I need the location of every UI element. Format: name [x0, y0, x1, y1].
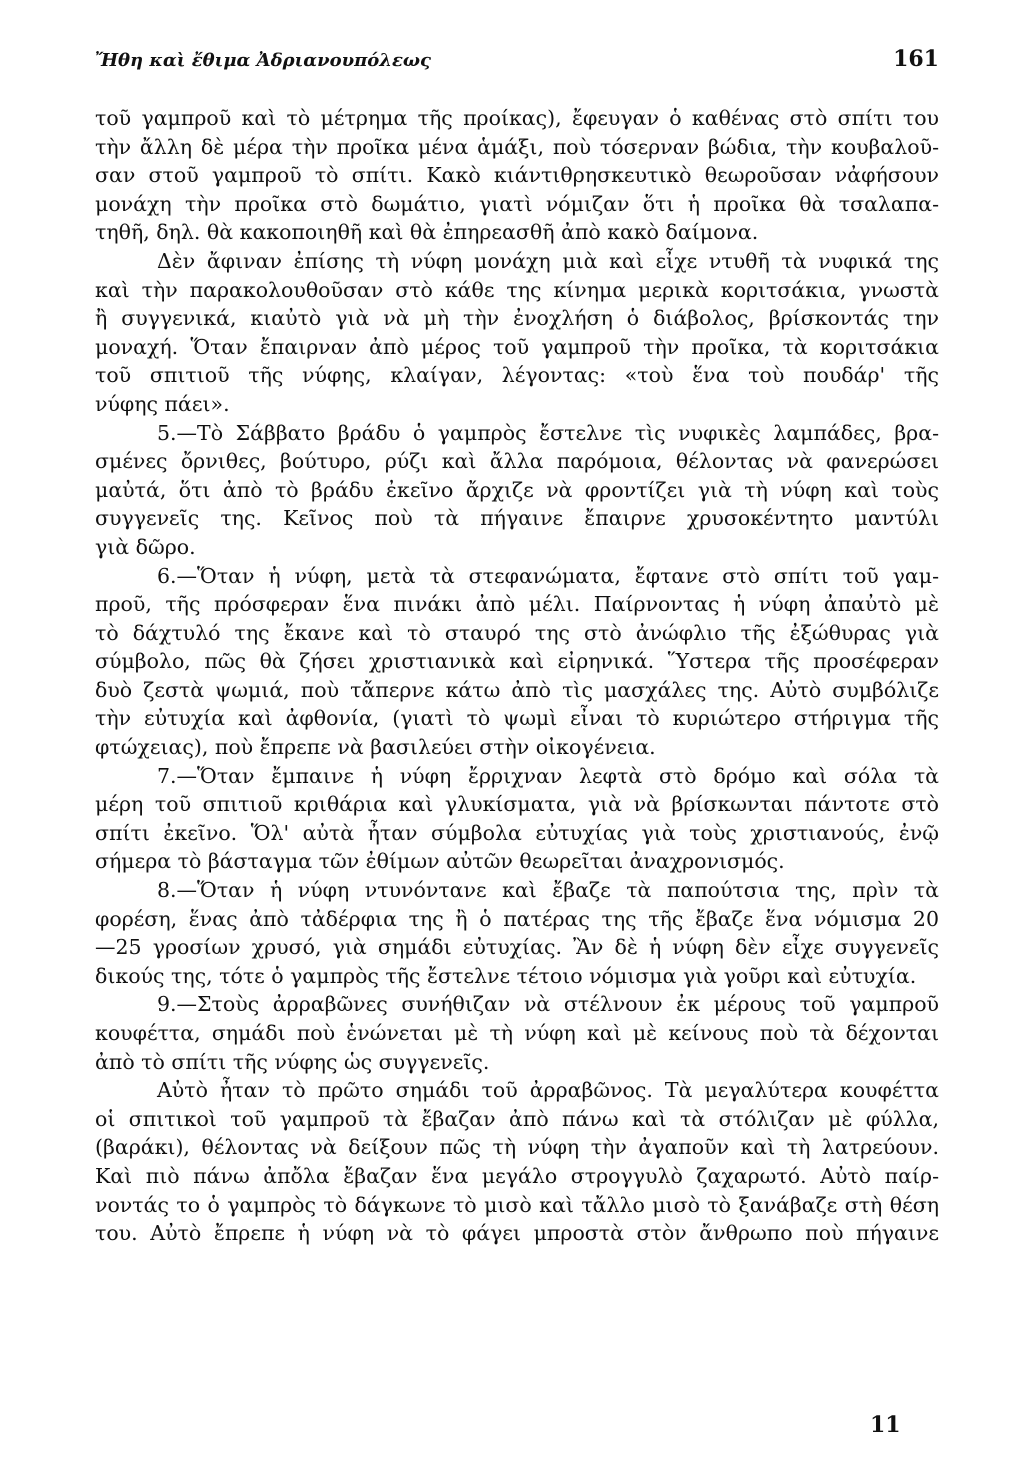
- text-line: σήμερα τὸ βάσταγμα τῶν ἐθίμων αὐτῶν θεωρεῖται ἀναχρονισμός.: [95, 849, 785, 874]
- text-line: τηθῆ, δηλ. θὰ κακοποιηθῆ καὶ θὰ ἐπηρεασθῆ ἀπὸ κακὸ δαίμονα.: [95, 220, 759, 245]
- page-number: 161: [893, 46, 939, 72]
- text-line: του. Αὐτὸ ἔπρεπε ἡ νύφη νὰ τὸ φάγει μπροστὰ στὸν ἄνθρωπο ποὺ πήγαινε: [95, 1221, 939, 1246]
- printer-signature-mark: 11: [870, 1412, 901, 1438]
- page-body-text: [95, 104, 939, 1248]
- text-line: τὴν ἄλλη δὲ μέρα τὴν προῖκα μένα ἁμάξι, ποὺ τόσερναν βώδια, τὴν κουβαλοῦ-: [95, 134, 939, 159]
- text-line: τὸ δάχτυλό της ἔκανε καὶ τὸ σταυρό της στὸ ἀνώφλιο τῆς ἐξώθυρας γιὰ: [95, 620, 939, 645]
- text-line: κουφέττα, σημάδι ποὺ ἑνώνεται μὲ τὴ νύφη καὶ μὲ κείνους ποὺ τὰ δέχονται: [95, 1021, 939, 1045]
- text-line: (βαράκι), θέλοντας νὰ δείξουν πῶς τὴ νύφη τὴν ἀγαποῦν καὶ τὴ λατρεύουν.: [95, 1135, 939, 1160]
- text-line: 5.—Τὸ Σάββατο βράδυ ὁ γαμπρὸς ἔστελνε τὶς νυφικὲς λαμπάδες, βρα-: [157, 420, 939, 445]
- text-line: γιὰ δῶρο.: [95, 534, 196, 559]
- text-line: νοντάς το ὁ γαμπρὸς τὸ δάγκωνε τὸ μισὸ καὶ τἄλλο μισὸ τὸ ξανάβαζε στὴ θέση: [95, 1192, 939, 1217]
- text-line: Καὶ πιὸ πάνω ἀπὄλα ἔβαζαν ἕνα μεγάλο στρογγυλὸ ζαχαρωτό. Αὐτὸ παίρ-: [95, 1163, 939, 1188]
- text-line: ἢ συγγενικά, κιαὐτὸ γιὰ νὰ μὴ τὴν ἐνοχλήση ὁ διάβολος, βρίσκοντάς την: [95, 306, 939, 331]
- text-line: καὶ τὴν παρακολουθοῦσαν στὸ κάθε της κίνημα μερικὰ κοριτσάκια, γνωστὰ: [95, 277, 939, 302]
- text-line: φορέση, ἕνας ἀπὸ τἀδέρφια της ἢ ὁ πατέρας της τῆς ἔβαζε ἕνα νόμισμα 20: [95, 906, 939, 931]
- text-line: τὴν εὐτυχία καὶ ἀφθονία, (γιατὶ τὸ ψωμὶ εἶναι τὸ κυριώτερο στήριγμα τῆς: [95, 706, 939, 731]
- text-line: 7.—Ὅταν ἔμπαινε ἡ νύφη ἔρριχναν λεφτὰ στὸ δρόμο καὶ σόλα τὰ: [157, 763, 939, 788]
- text-line: προῦ, τῆς πρόσφεραν ἕνα πινάκι ἀπὸ μέλι. Παίρνοντας ἡ νύφη ἀπαὐτὸ μὲ: [95, 592, 939, 617]
- text-line: ἀπὸ τὸ σπίτι τῆς νύφης ὡς συγγενεῖς.: [95, 1049, 490, 1074]
- text-line: μοναχή. Ὅταν ἔπαιρναν ἀπὸ μέρος τοῦ γαμπροῦ τὴν προῖκα, τὰ κοριτσάκια: [95, 334, 939, 359]
- text-line: Αὐτὸ ἦταν τὸ πρῶτο σημάδι τοῦ ἀρραβῶνος. Τὰ μεγαλύτερα κουφέττα: [157, 1078, 939, 1103]
- text-line: τοῦ γαμπροῦ καὶ τὸ μέτρημα τῆς προίκας), ἔφευγαν ὁ καθένας στὸ σπίτι του: [95, 106, 939, 130]
- text-line: 6.—Ὅταν ἡ νύφη, μετὰ τὰ στεφανώματα, ἔφτανε στὸ σπίτι τοῦ γαμ-: [157, 563, 939, 588]
- text-line: μονάχη τὴν προῖκα στὸ δωμάτιο, γιατὶ νόμιζαν ὅτι ἡ προῖκα θὰ τσαλαπα-: [95, 191, 939, 216]
- text-line: συγγενεῖς της. Κεῖνος ποὺ τὰ πήγαινε ἔπαιρνε χρυσοκέντητο μαντύλι: [95, 506, 939, 531]
- text-line: φτώχειας), ποὺ ἔπρεπε νὰ βασιλεύει στὴν οἰκογένεια.: [95, 735, 656, 760]
- text-line: Δὲν ἄφιναν ἐπίσης τὴ νύφη μονάχη μιὰ καὶ εἶχε ντυθῆ τὰ νυφικά της: [157, 248, 939, 273]
- running-header: [95, 46, 939, 76]
- text-line: σμένες ὄρνιθες, βούτυρο, ρύζι καὶ ἄλλα παρόμοια, θέλοντας νὰ φανερώσει: [95, 449, 939, 474]
- text-line: δυὸ ζεστὰ ψωμιά, ποὺ τἄπερνε κάτω ἀπὸ τὶς μασχάλες της. Αὐτὸ συμβόλιζε: [95, 677, 939, 702]
- text-line: μέρη τοῦ σπιτιοῦ κριθάρια καὶ γλυκίσματα, γιὰ νὰ βρίσκωνται πάντοτε στὸ: [95, 792, 939, 817]
- text-line: 8.—Ὅταν ἡ νύφη ντυνόντανε καὶ ἔβαζε τὰ παπούτσια της, πρὶν τὰ: [157, 878, 939, 903]
- text-line: νύφης πάει».: [95, 391, 230, 416]
- text-line: τοῦ σπιτιοῦ τῆς νύφης, κλαίγαν, λέγοντας: «τοὺ ἕνα τοὺ πουδάρ' τῆς: [95, 363, 939, 388]
- text-line: μαὐτά, ὅτι ἀπὸ τὸ βράδυ ἐκεῖνο ἄρχιζε νὰ φροντίζει γιὰ τὴ νύφη καὶ τοὺς: [95, 477, 939, 502]
- text-line: σαν στοῦ γαμπροῦ τὸ σπίτι. Κακὸ κιάντιθρησκευτικὸ θεωροῦσαν νἀφήσουν: [95, 163, 939, 188]
- text-line: σπίτι ἐκεῖνο. Ὅλ' αὐτὰ ἦταν σύμβολα εὐτυχίας γιὰ τοὺς χριστιανούς, ἐνῷ: [95, 820, 939, 845]
- running-title: Ἤθη καὶ ἔθιμα Ἀδριανουπόλεως: [95, 50, 431, 71]
- text-line: δικούς της, τότε ὁ γαμπρὸς τῆς ἔστελνε τέτοιο νόμισμα γιὰ γοῦρι καὶ εὐτυχία.: [95, 963, 917, 988]
- text-line: —25 γροσίων χρυσό, γιὰ σημάδι εὐτυχίας. Ἂν δὲ ἡ νύφη δὲν εἶχε συγγενεῖς: [95, 935, 939, 960]
- text-line: σύμβολο, πῶς θὰ ζήσει χριστιανικὰ καὶ εἰρηνικά. Ὕστερα τῆς προσέφεραν: [95, 649, 939, 674]
- text-line: οἱ σπιτικοὶ τοῦ γαμπροῦ τὰ ἔβαζαν ἀπὸ πάνω καὶ τὰ στόλιζαν μὲ φύλλα,: [95, 1106, 939, 1131]
- text-line: 9.—Στοὺς ἀρραβῶνες συνήθιζαν νὰ στέλνουν ἐκ μέρους τοῦ γαμπροῦ: [157, 992, 939, 1017]
